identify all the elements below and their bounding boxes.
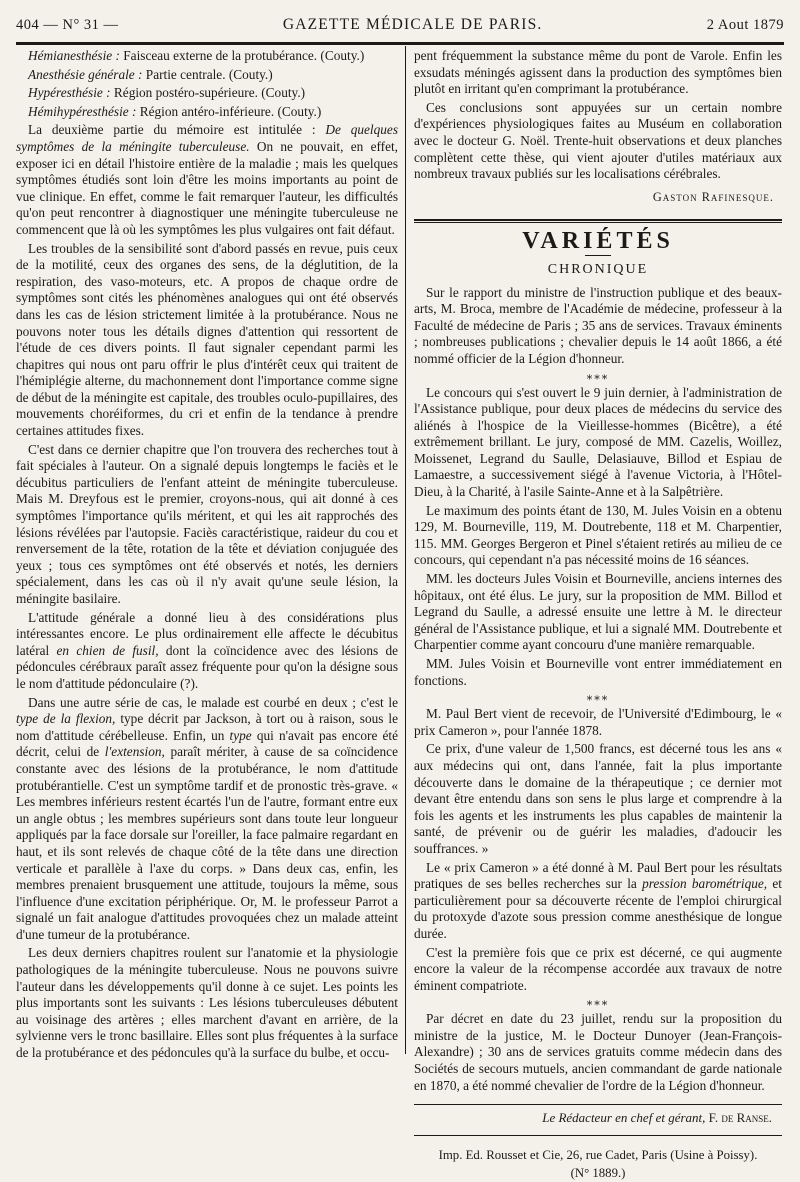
header-rule xyxy=(16,42,784,45)
column-divider xyxy=(405,46,406,1054)
news-item-paul-bert: M. Paul Bert vient de recevoir, de l'Université d'Edimbourg, le « prix Cameron », pour l'année 1878. xyxy=(414,706,782,738)
paragraph-types: Dans une autre série de cas, le malade est courbé en deux ; c'est le type de la flexion, type décrit par Jackson, à tort ou à raison, sous le nom d'attitude cérébelleuse. Enfin, un type qui n'avait pas encore été décrit, celui de l'extension, paraît mériter, à cause de sa coïncidence constante avec des lésions de la protubérance, le nom d'attitude protubérantielle. C'est un symptôme tardif et de pronostic très-grave. « Les membres inférieurs restent écartés l'un de l'autre, formant entre eux un angle obtus ; les membres supérieurs sont dans toute leur longueur appliqués par la face dorsale sur l'oreiller, la face palmaire regardant en haut, et ils sont relevés de chaque côté de la tête dans une direction verticale et parallèle à l'axe du corps. » Dans deux cas, enfin, les membres prenaient brusquement une attitude, toujours la même, sous l'influence d'une excitation périphérique. Or, M. le professeur Parrot a signalé un fait analogue d'attitudes provoquées chez un malade atteint d'une tumeur de la protubérance. xyxy=(16,694,398,942)
news-item-prize-value: Ce prix, d'une valeur de 1,500 francs, est décerné tous les ans « aux médecins qui ont, dans l'année, fait la plus importante découverte dans le domaine de la thérapeutique ; ce dernier mot devant être entendu dans son sens le plus large et comprendre à la fois les agents et les instruments les plus capables de maintenir la santé, de prévenir ou de guérir les maladies, d'adoucir les souffrances. » xyxy=(414,741,782,856)
asterism-separator: ⁎⁎⁎ xyxy=(586,691,610,704)
definition-term: Hypéresthésie : xyxy=(28,85,111,101)
page-header xyxy=(16,12,784,38)
right-column xyxy=(414,48,782,1182)
paragraph-continued: pent fréquemment la substance même du pont de Varole. Enfin les exsudats méningés agissent dans la production des symptômes bien plutôt en irritant qu'en comprimant la protubérance. xyxy=(414,48,782,97)
section-rule xyxy=(414,219,782,223)
definition-item xyxy=(16,85,398,102)
asterism-separator: ⁎⁎⁎ xyxy=(586,996,610,1009)
subsection-title: CHRONIQUE xyxy=(547,261,649,277)
asterism-separator: ⁎⁎⁎ xyxy=(586,369,610,382)
definition-text: Partie centrale. (Couty.) xyxy=(145,66,273,82)
definition-text: Région antéro-inférieure. (Couty.) xyxy=(139,103,322,119)
news-item-points: Le maximum des points étant de 130, M. Jules Voisin en a obtenu 129, M. Bourneville, 119, M. Doutrebente, 118 et M. Charpentier, 115. MM. Georges Bergeron et Pinel s'étaient retirés au milieu de ce concours, qui cependant n'a pas nécessité moins de 16 séances. xyxy=(414,502,782,568)
definition-term: Hémihypéresthésie : xyxy=(28,103,137,119)
definition-term: Anesthésie générale : xyxy=(28,66,143,82)
news-item-prize-reason: Le « prix Cameron » a été donné à M. Paul Bert pour les résultats pratiques de ses belles recherches sur la pression barométrique, et particulièrement pour sa découverte récente de l'emploi chirurgical du protoxyde d'azote sous pression comme anesthésique de longue durée. xyxy=(414,859,783,941)
left-column xyxy=(16,48,398,1064)
thesis-title: De quelques symptômes de la méningite tuberculeuse. xyxy=(16,122,398,154)
definition-text: Région postéro-supérieure. (Couty.) xyxy=(113,85,306,101)
page-number: 404 — N° 31 — xyxy=(16,16,119,33)
print-number: (N° 1889.) xyxy=(570,1165,626,1180)
definition-list xyxy=(16,48,398,120)
editor-credit: Le Rédacteur en chef et gérant, F. de Ranse. xyxy=(414,1104,782,1127)
news-item-broca: Sur le rapport du ministre de l'instruction publique et des beaux-arts, M. Broca, membre de l'Académie de médecine, professeur à la Faculté de médecine de Paris ; 35 ans de services. Travaux éminents ; nombreuses publications ; chevalier depuis le 14 août 1866, a été nommé officier de la Légion d'honneur. xyxy=(414,284,782,366)
paragraph-intro: La deuxième partie du mémoire est intitulée : De quelques symptômes de la méningite tuberculeuse. On ne pouvait, en effet, exposer ici en détail l'histoire entière de la maladie ; mais les quelques symptômes étudiés sont loin d'être les moins importants au point de vue clinique. En effet, comme le fait remarquer l'auteur, les difficultés qu'on peut rencontrer à diagnostiquer une méningite tuberculeuse ne commencent que là où les symptômes les plus vulgaires ont fait défaut. xyxy=(16,122,399,237)
definition-text: Faisceau externe de la protubérance. (Couty.) xyxy=(123,48,365,63)
definition-item xyxy=(16,48,398,65)
section-title: VARIÉTÉS xyxy=(522,228,674,255)
definition-item xyxy=(16,67,398,84)
news-item-elected: MM. les docteurs Jules Voisin et Bourneville, anciens internes des hôpitaux, ont été élus. Le jury, sur la proposition de MM. Billod et Legrand du Saulle, a adressé ensuite une lettre à M. le directeur général de l'Assistance publique, et lui a signalé MM. Doutrebente et Charpentier comme ayant concouru d'une manière remarquable. xyxy=(414,571,782,653)
paragraph-attitude: L'attitude générale a donné lieu à des considérations plus intéressantes encore. Le plus ordinairement elle affecte le décubitus latéral en chien de fusil, dont la coïncidence avec des lésions de pédoncules cérébraux paraît assez fréquente pour qu'on la désigne sous le nom d'attitude pédonculaire (?). xyxy=(16,609,399,691)
paragraph-sensibility: Les troubles de la sensibilité sont d'abord passés en revue, puis ceux de la motilité, ceux des organes des sens, de la déglutition, de la respiration, des vaso-moteurs, etc. A propos de chaque ordre de symptômes sont cités les phénomènes analogues qui ont été observés dans les cas de lésion strictement limitée à la protubérance. Nous ne pouvons noter tous les détails dignes d'attention qui ressortent de l'étude de ces divers points. Il faut signaler cependant parmi les chapitres qui nous ont paru offrir le plus d'intérêt ceux qui traitent de l'hémiplégie alterne, du machonnement dont l'importance comme signe de début de la méningite est capitale, des troubles oculo-pupillaires, des mouvements choréiformes, du cri et enfin de la tendance à prendre certaines attitudes fixes. xyxy=(16,240,398,439)
news-item-concours: Le concours qui s'est ouvert le 9 juin dernier, à l'administration de l'Assistance publique, pour deux places de médecins du service des aliénés à l'hospice de la Vieillesse-hommes (Bicêtre), a été extrêmement brillant. Le jury, composé de MM. Cazelis, Woillez, Moissenet, Legrand du Saulle, Delasiauve, Billod et Espiau de Lamaestre, a successivement siégé à l'avenue Victoria, à l'Hôtel-Dieu, à la Charité, à l'asile Sainte-Anne et à la Salpêtrière. xyxy=(414,384,782,500)
printer-imprint xyxy=(414,1135,782,1182)
paragraph-anatomy: Les deux derniers chapitres roulent sur l'anatomie et la physiologie pathologiques de la méningite tuberculeuse. Nous ne pouvons suivre l'auteur dans les développements qu'il donne à ce sujet. Les points les plus importants sont les suivants : Les lésions tuberculeuses débutent au voisinage des artères ; elles marchent d'avant en arrière, de la sylvienne vers le tronc basillaire. Elles sont plus fréquentes à la surface de la protubérance et des pédoncules qu'à la surface du bulbe, et occu- xyxy=(16,945,398,1061)
title-dash xyxy=(585,255,611,256)
issue-date: 2 Aout 1879 xyxy=(706,16,784,33)
journal-title: GAZETTE MÉDICALE DE PARIS. xyxy=(282,16,543,33)
news-item-dunoyer: Par décret en date du 23 juillet, rendu sur la proposition du ministre de la justice, M. le Docteur Dunoyer (Jean-François-Alexandre) ; 30 ans de services gratuits comme médecin dans des Sociétés de secours mutuels, ancien commandant de garde nationale en 1870, a été nommé chevalier de l'ordre de la Légion d'honneur. xyxy=(414,1011,782,1093)
news-item-fonctions: MM. Jules Voisin et Bourneville vont entrer immédiatement en fonctions. xyxy=(414,656,782,688)
paragraph-conclusions: Ces conclusions sont appuyées sur un certain nombre d'expériences physiologiques faites au Muséum en collaboration avec le docteur G. Noël. Trente-huit observations et deux planches complètent cette thèse, qui vient ajouter d'utiles matériaux aux nombreux travaux publiés sur les localisations cérébrales. xyxy=(414,99,782,182)
news-item-first-time: C'est la première fois que ce prix est décerné, ce qui augmente encore la valeur de la récompense accordée aux travaux de notre éminent compatriote. xyxy=(414,944,782,993)
paragraph-last-chapter: C'est dans ce dernier chapitre que l'on trouvera des recherches tout à fait spéciales à l'auteur. On a signalé depuis longtemps le faciès et le décubitus particuliers de l'enfant atteint de méningite tuberculeuse. Mais M. Dreyfous est le premier, croyons-nous, qui ait donné à ces symptômes l'importance qu'ils méritent, et qui les ait rapprochés des lésions révélées par l'autopsie. Faciès caractéristique, raideur du cou et renversement de la tête, rotation de la tête et déviation conjuguée des yeux ; tous ces symptômes ont été observés et notés, les derniers spécialement, dans les cas où il n'y avait qu'une seule lésion, la méningite basilaire. xyxy=(16,441,398,606)
author-signature: Gaston Rafinesque. xyxy=(652,189,774,204)
definition-term: Hémianesthésie : xyxy=(28,48,120,63)
definition-item xyxy=(16,104,398,121)
printer-address: Imp. Ed. Rousset et Cie, 26, rue Cadet, Paris (Usine à Poissy). xyxy=(438,1147,758,1162)
